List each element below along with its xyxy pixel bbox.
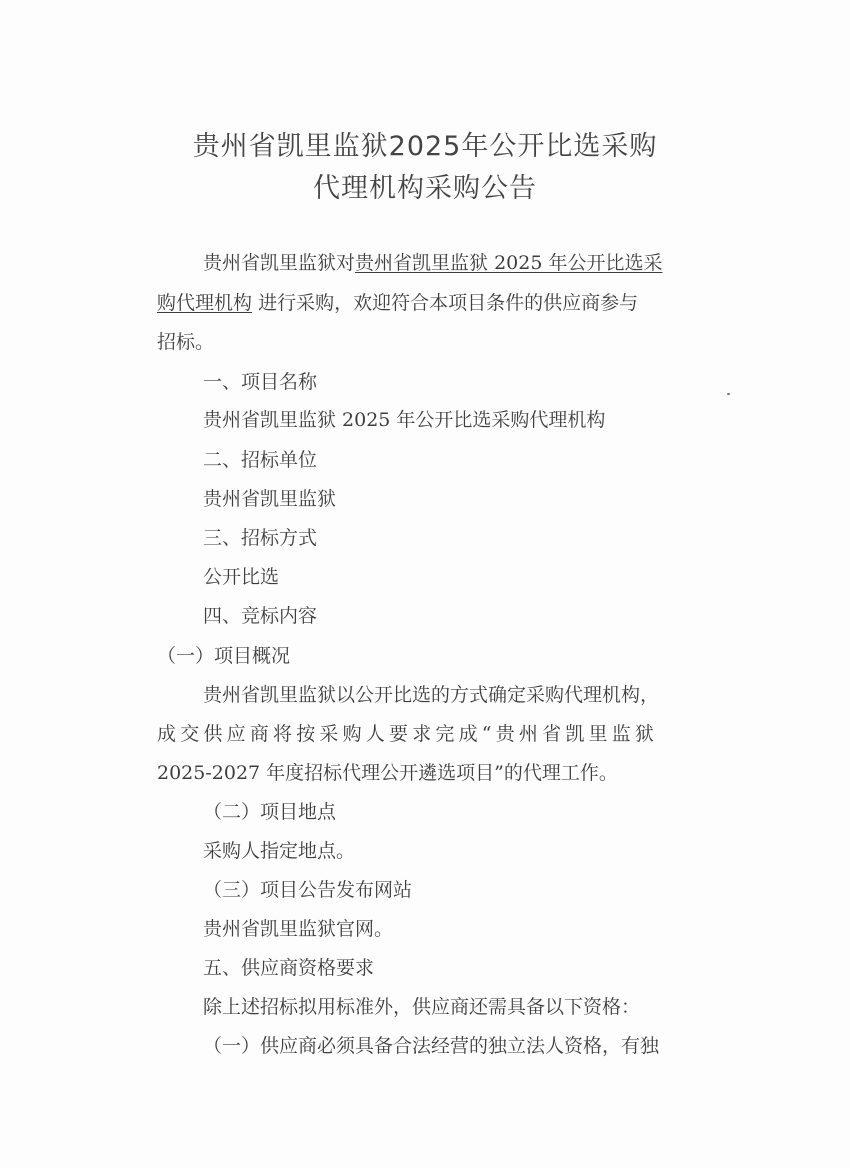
section-2-body: 贵州省凯里监狱: [203, 488, 337, 510]
section-1-body: 贵州省凯里监狱 2025 年公开比选采购代理机构: [203, 409, 606, 431]
section-4-sub-3-body: 贵州省凯里监狱官网。: [203, 918, 394, 940]
intro-connector: 对: [336, 252, 356, 274]
project-name-underlined-2: 购代理机构: [157, 292, 253, 314]
project-name-underlined-1: 贵州省凯里监狱 2025 年公开比选采: [355, 252, 663, 274]
intro-line-3: 招标。: [157, 331, 215, 353]
buyer-name: 贵州省凯里监狱: [203, 252, 337, 274]
section-4-sub-1-body-3: 2025-2027 年度招标代理公开遴选项目”的代理工作。: [157, 762, 618, 784]
document-title-line-2: 代理机构采购公告: [313, 173, 537, 204]
scan-speck: [727, 393, 730, 395]
section-3-body: 公开比选: [203, 566, 280, 588]
section-1-heading: 一、项目名称: [203, 371, 318, 393]
section-4-sub-3-heading: （三）项目公告发布网站: [203, 879, 413, 901]
section-4-heading: 四、竞标内容: [203, 605, 318, 627]
document-title-line-1: 贵州省凯里监狱2025年公开比选采购: [192, 131, 658, 162]
section-4-sub-2-body: 采购人指定地点。: [203, 840, 356, 862]
section-5-body-2: （一）供应商必须具备合法经营的独立法人资格，有独: [203, 1035, 660, 1057]
intro-continuation: 进行采购，欢迎符合本项目条件的供应商参与: [258, 292, 639, 314]
section-4-sub-1-body-2: 成交供应商将按采购人要求完成“贵州省凯里监狱: [157, 723, 659, 745]
section-4-sub-2-heading: （二）项目地点: [203, 801, 337, 823]
section-5-body-1: 除上述招标拟用标准外，供应商还需具备以下资格：: [203, 996, 641, 1018]
section-4-sub-1-heading: （一）项目概况: [157, 645, 291, 667]
section-4-sub-1-body-1: 贵州省凯里监狱以公开比选的方式确定采购代理机构，: [203, 684, 660, 706]
section-2-heading: 二、招标单位: [203, 449, 318, 471]
intro-line-2: [157, 290, 638, 316]
section-3-heading: 三、招标方式: [203, 527, 318, 549]
section-5-heading: 五、供应商资格要求: [203, 957, 375, 979]
intro-line-1: [203, 250, 662, 276]
